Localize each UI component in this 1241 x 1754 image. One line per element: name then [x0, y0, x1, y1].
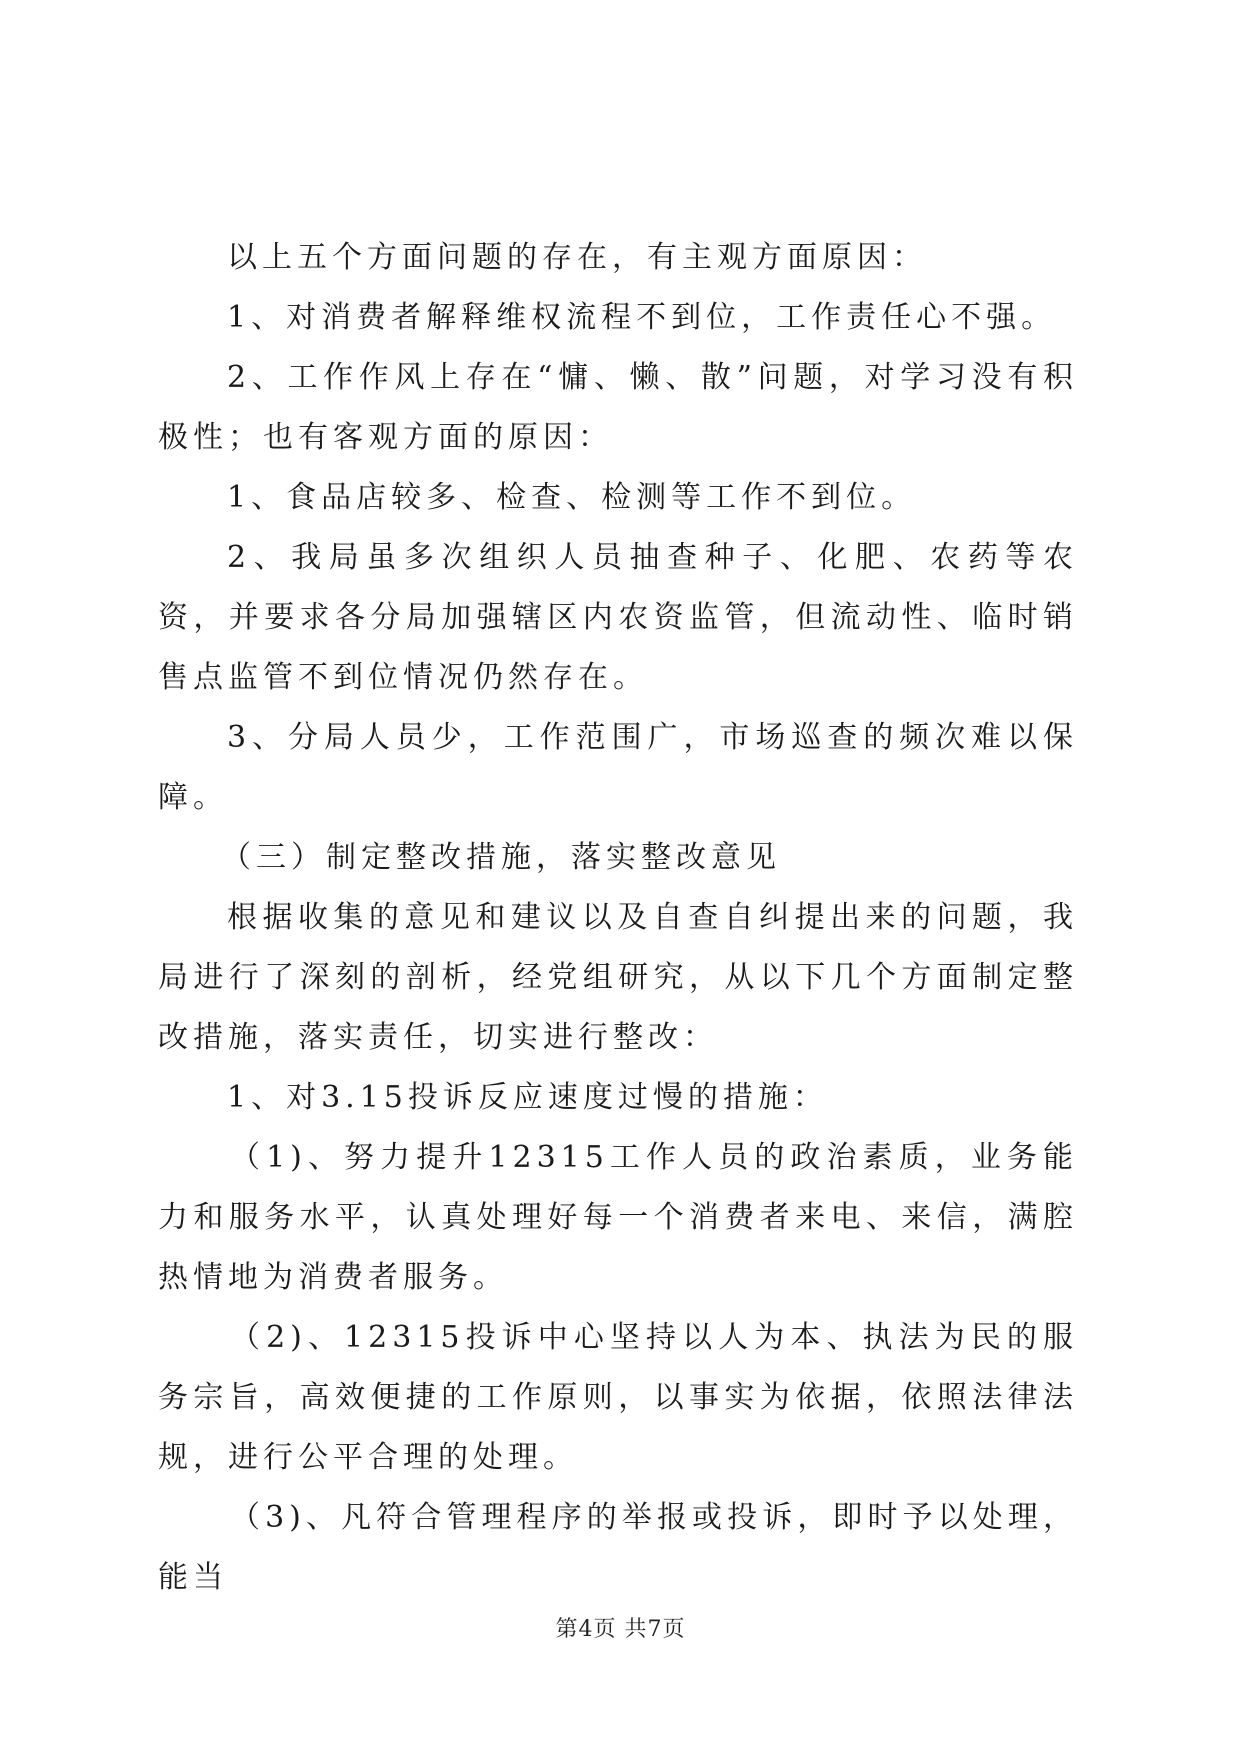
paragraph-rectification-intro: 根据收集的意见和建议以及自查自纠提出来的问题，我局进行了深刻的剖析，经党组研究，从以下几个方面制定整改措施，落实责任，切实进行整改：	[158, 900, 1078, 1055]
paragraph-objective-3: 3、分局人员少，工作范围广，市场巡查的频次难以保障。	[158, 720, 1078, 815]
paragraph-subjective-1: 1、对消费者解释维权流程不到位，工作责任心不强。	[227, 300, 1057, 335]
page-number-footer: 第4页 共7页	[555, 1617, 686, 1642]
paragraph-measure-1: 1、对3.15投诉反应速度过慢的措施：	[227, 1080, 828, 1115]
paragraph-objective-2: 2、我局虽多次组织人员抽查种子、化肥、农药等农资，并要求各分局加强辖区内农资监管，但流动性、临时销售点监管不到位情况仍然存在。	[158, 540, 1078, 695]
paragraph-causes-intro: 以上五个方面问题的存在，有主观方面原因：	[227, 240, 927, 275]
section-heading-rectification: （三）制定整改措施，落实整改意见	[221, 840, 781, 875]
paragraph-measure-1-item-3: （3)、凡符合管理程序的举报或投诉，即时予以处理，能当	[158, 1500, 1078, 1595]
paragraph-measure-1-item-1: （1)、努力提升12315工作人员的政治素质，业务能力和服务水平，认真处理好每一个消费者来电、来信，满腔热情地为消费者服务。	[158, 1140, 1078, 1295]
document-body	[158, 228, 1078, 1608]
paragraph-objective-1: 1、食品店较多、检查、检测等工作不到位。	[227, 480, 917, 515]
paragraph-subjective-2: 2、工作作风上存在“慵、懒、散”问题，对学习没有积极性；也有客观方面的原因：	[158, 360, 1078, 455]
paragraph-measure-1-item-2: （2)、12315投诉中心坚持以人为本、执法为民的服务宗旨，高效便捷的工作原则，以事实为依据，依照法律法规，进行公平合理的处理。	[158, 1320, 1078, 1475]
